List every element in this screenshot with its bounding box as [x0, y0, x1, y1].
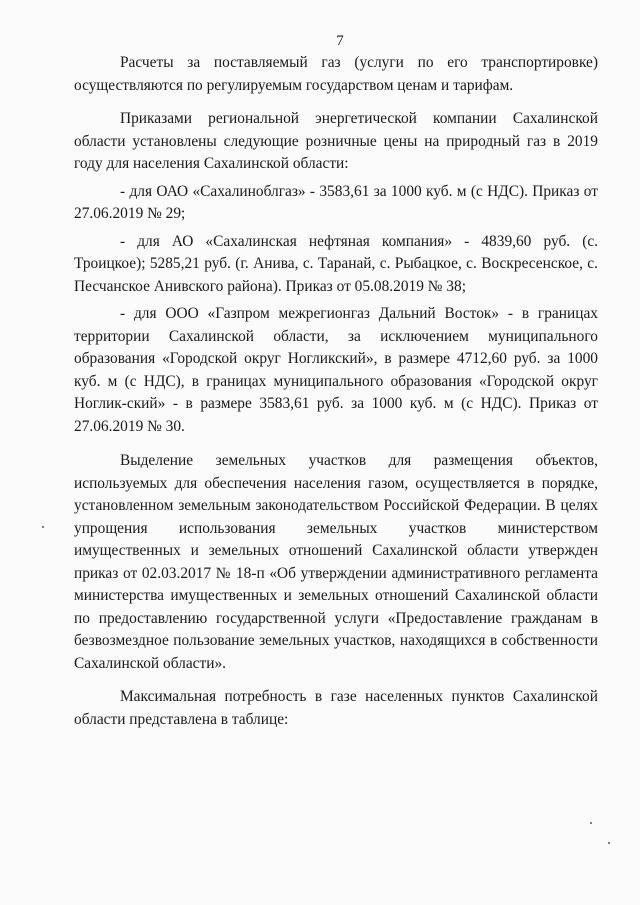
paragraph-settlements: Расчеты за поставляемый газ (услуги по его транспортировке) осуществляются по регулируемым государством ценам и тарифам. [74, 54, 598, 94]
page-number: 7 [336, 33, 344, 49]
list-item-oil-company: - для АО «Сахалинская нефтяная компания» - 4839,60 руб. (с. Троицкое); 5285,21 руб. (г. Анива, с. Таранай, с. Рыбацкое, с. Воскресенское, с. Песчанское Анивского района). Приказ от 05.08.2019 № 38; [74, 232, 598, 295]
list-item-gazprom-mezhregiongaz: - для ООО «Газпром межрегионгаз Дальний Восток» - в границах территории Сахалинской области, за исключением муниципального образования «Городской округ Ногликский», в размере 4712,60 руб. за 1000 куб. м (с НДС), в границах муниципального образования «Городской округ Ноглик-ский» - в размере 3583,61 руб. за 1000 куб. м (с НДС). Приказ от 27.06.2019 № 30. [74, 305, 598, 435]
scan-speck [590, 822, 592, 824]
scan-speck [42, 526, 44, 528]
paragraph-price-orders-intro: Приказами региональной энергетической компании Сахалинской области установлены следующие розничные цены на природный газ в 2019 году для населения Сахалинской области: [74, 110, 598, 172]
paragraph-land-allocation: Выделение земельных участков для размещения объектов, используемых для обеспечения населения газом, осуществляется в порядке, установленном земельным законодательством Российской Федерации. В целях упрощения использования земельных участков министерством имущественных и земельных отношений Сахалинской области утвержден приказ от 02.03.2017 № 18-п «Об утверждении административного регламента министерства имущественных и земельных отношений Сахалинской области по предоставлению государственной услуги «Предоставление гражданам в безвозмездное пользование земельных участков, находящихся в собственности Сахалинской области». [74, 452, 598, 672]
scan-speck [608, 842, 610, 844]
paragraph-gas-demand-table-intro: Максимальная потребность в газе населенных пунктов Сахалинской области представлена в таблице: [74, 688, 598, 728]
list-item-sakhalinoblgaz: - для ОАО «Сахалиноблгаз» - 3583,61 за 1000 куб. м (с НДС). Приказ от 27.06.2019 № 29; [74, 182, 598, 222]
document-body [74, 52, 598, 742]
